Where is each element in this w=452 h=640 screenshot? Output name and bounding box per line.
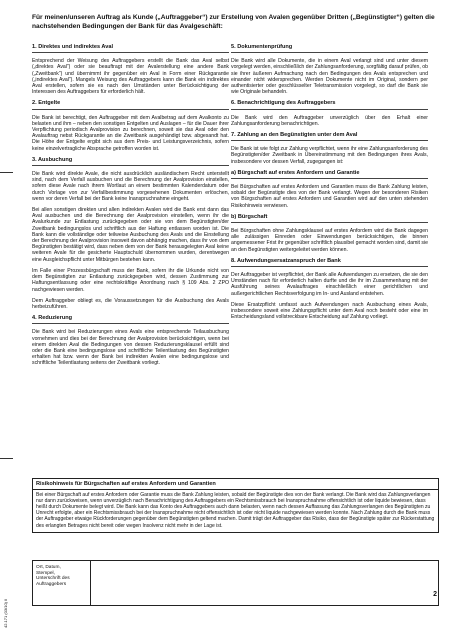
section-rule (231, 222, 428, 223)
section-paragraph: Bei Bürgschaften ohne Zahlungsklausel auf erstes Anfordern wird die Bank dagegen alle zulässigen Einreden oder Einwendungen berücksichtigen, die binnen angemessener Frist ihr gegenüber schriftlich plausibel gemacht worden sind, damit sie an den Begünstigten weitergeleitet werden können. (231, 228, 428, 253)
section-title: 8. Aufwendungsersatzanspruch der Bank (231, 257, 341, 264)
section-paragraph: Im Falle einer Prozessbürgschaft muss der Bank, sofern ihr die Urkunde nicht von dem Begünstigten zur Entlastung zurückgegeben wird, dessen Zustimmung zur Haftungsentlassung oder eine rechtskräftige Anordnung nach § 109 Abs. 2 ZPO nachgewiesen werden. (32, 267, 229, 293)
section-rule (32, 165, 229, 166)
section-title: 6. Benachrichtigung des Auftraggebers (231, 100, 336, 107)
section-title: 2. Entgelte (32, 100, 61, 107)
section-paragraph: Die Bank wird den Auftraggeber unverzüglich über den Erhalt einer Zahlungsanforderung benachrichtigen. (231, 114, 428, 127)
section-title: 3. Ausbuchung (32, 156, 73, 163)
section-rule (32, 323, 229, 324)
signature-box (32, 560, 439, 606)
section-rule (32, 109, 229, 110)
section-title: b) Bürgschaft (231, 213, 268, 220)
section-title: 1. Direktes und indirektes Aval (32, 44, 114, 50)
section-paragraph: Die Bank wird alle Dokumente, die in einem Aval verlangt sind und unter diesem vorgelegt werden, einschließlich der Zahlungsanforderung, sorgfältig darauf prüfen, ob sie ihrer äußeren Aufmachung nach den Bedingungen des Avals entsprechen und einander nicht widersprechen. Werden Dokumente nicht im Original, sondern per authentisierter oder geschlüsselter Teletransmission vorgelegt, so darf die Bank sie wie Originale behandeln. (231, 58, 428, 96)
section-rule (231, 178, 428, 179)
section-paragraph: Diese Ersatzpflicht umfasst auch Aufwendungen nach Ausbuchung eines Avals, insbesondere soweit eine Zahlungspflicht unter dem Aval noch besteht oder eine im Entscheidungsland vollstreckbare Entscheidung auf Zahlung vorliegt. (231, 301, 428, 321)
section-rule (231, 52, 428, 53)
signature-label: Ort, Datum, Stempel, Unterschrift des Auftraggebers (36, 565, 70, 587)
section-title: 4. Reduzierung (32, 315, 73, 322)
section-paragraph: Die Bank wird direkte Avale, die nicht ausdrücklich ausländischem Recht unterstellt sind, nach dem Verfall ausbuchen und die Berechnung der Avalprovision einstellen, sofern diese Avale nach ihrem Wortlaut an einem bestimmten Kalenderdatum oder durch Vorlage von zur Verfallbestimmung vorgesehenen Dokumenten erlöschen, wenn vor deren Verfall bei der Bank keine Inanspruchnahme eingeht. (32, 171, 229, 202)
section-paragraph: Die Bank wird bei Reduzierungen eines Avals eine entsprechende Teilausbuchung vornehmen und dies bei der Berechnung der Avalprovision berücksichtigen, wenn bei einem direkten Aval die Bedingungen von dessen Reduzierungsklausel erfüllt sind oder die Bank eine bedingungslose und schriftliche Teilentlastung des Begünstigten erhalten hat bzw. wenn der Bank bei indirekten Avalen eine bedingungslose und schriftliche Teilentlastung seitens der Zweitbank vorliegt. (32, 329, 229, 367)
fold-mark-bottom (0, 458, 13, 459)
section-title: 5. Dokumentenprüfung (231, 44, 293, 50)
fold-mark-top (0, 172, 13, 173)
section-rule (231, 109, 428, 110)
section-paragraph: Dem Auftraggeber obliegt es, die Voraussetzungen für die Ausbuchung des Avals herbeizuführen. (32, 297, 229, 310)
risk-notice-title: Risikohinweis für Bürgschaften auf erstes Anfordern und Garantien (33, 479, 438, 490)
section-paragraph: Entsprechend der Weisung des Auftraggebers erstellt die Bank das Aval selbst („direktes Aval“) oder sie beauftragt mit der Avalerstellung eine andere Bank („Zweitbank“) und übernimmt ihr gegenüber ein Aval in Form einer Rückgarantie („indirektes Aval“). Mangels Weisung des Auftraggebers kann die Bank ein indirektes Aval erstellen, sofern sie es nach den Umständen unter Berücksichtigung der Interessen des Auftraggebers für erforderlich hält. (32, 58, 229, 96)
section-rule (231, 266, 428, 267)
section-rule (231, 140, 428, 141)
page-number: 2 (433, 591, 437, 598)
section-paragraph: Die Bank ist wie folgt zur Zahlung verpflichtet, wenn ihr eine Zahlungsanforderung des Begünstigten/der Zweitbank in Übereinstimmung mit den Bedingungen ihres Avals, insbesondere vor dessen Verfall, zugegangen ist: (231, 146, 428, 165)
intro-heading: Für meinen/unseren Auftrag als Kunde („Auftraggeber“) zur Erstellung von Avalen gegenüber Dritten („Begünstigter“) gelten die nachstehenden Bedingungen der Bank für das Avalgeschäft: (32, 14, 435, 30)
section-paragraph: Die Bank ist berechtigt, den Auftraggeber mit dem Avalbetrag auf dem Avalkonto zu belasten und ihm – neben den sonstigen Entgelten und Auslagen – für die Dauer ihrer Verpflichtung periodisch Avalprovision zu berechnen, soweit sie das Aval oder den Avalauftrag nebst Rückgarantie an die Zweitbank ausgehändigt bzw. abgesandt hat. Die Höhe der Entgelte ergibt sich aus dem Preis- und Leistungsverzeichnis, sofern keine einzelvertragliche Absprache getroffen worden ist. (32, 114, 229, 152)
section-paragraph: Bei Bürgschaften auf erstes Anfordern und Garantien muss die Bank Zahlung leisten, sobald der Begünstigte dies von der Bank verlangt. Wegen der besonderen Risiken von Bürgschaften auf erstes Anfordern und Garantien wird auf den unten stehenden Risikohinweis verwiesen. (231, 184, 428, 209)
section-paragraph: Bei allen sonstigen direkten und allen indirekten Avalen wird die Bank erst dann das Aval ausbuchen und die Berechnung der Avalprovision einstellen, wenn ihr die Avalurkunde zur Entlastung zurückgegeben oder sie von dem Begünstigten/der Zweitbank bedingungslos und schriftlich aus der Haftung entlassen worden ist. Die Bank kann die vollständige oder teilweise Ausbuchung des Avals und die Einstellung der Berechnung der Avalprovision insoweit davon abhängig machen, dass ihr von dem Begünstigten bestätigt wird, dass neben dem von der Bank herausgelegten Aval keine weiteren Avale für die gesicherte Hauptschuld übernommen wurden, derentwegen eine Ausgleichspflicht unter Mitbürgen bestehen kann. (32, 207, 229, 263)
section-paragraph: Der Auftraggeber ist verpflichtet, der Bank alle Aufwendungen zu ersetzen, die sie den Umständen nach für erforderlich halten durfte und die ihr im Zusammenhang mit der Ausführung seines Avalauftrages einschließlich einer gerichtlichen und außergerichtlichen Rechtsverfolgung im In- und Ausland entstehen. (231, 272, 428, 297)
section-title: a) Bürgschaft auf erstes Anfordern und Garantie (231, 169, 360, 176)
section-title: 7. Zahlung an den Begünstigten unter dem Aval (231, 132, 358, 139)
left-column (32, 44, 229, 372)
right-column (231, 44, 428, 326)
section-rule (32, 52, 229, 53)
form-code: 42.171 (03/10) II (3, 598, 8, 628)
risk-notice-text: Bei einer Bürgschaft auf erstes Anfordern oder Garantie muss die Bank Zahlung leisten, sobald der Begünstigte dies von der Bank verlangt. Die Bank wird das Zahlungsverlangen nur dann zurückweisen, wenn unverzüglich nach Benachrichtigung des Auftraggebers ein Rechtsmissbrauch bei Inanspruchnahme offensichtlich ist oder liquide bewiesen, dass heißt durch Dokumente belegt wird. Die Bank kann das Konto des Auftraggebers auch dann belasten, wenn nach dessen Auffassung das Zahlungsverlangen des Begünstigten zu Unrecht erfolgte, aber ein Rechtsmissbrauch bei der Inanspruchnahme nicht offensichtlich ist oder nicht liquide nachgewiesen werden konnte. Nach Zahlung durch die Bank muss der Auftraggeber etwaige Rückforderungen gegenüber dem Begünstigten geltend machen. Damit trägt der Auftraggeber das Risiko, dass der Begünstigte später zur Rückerstattung des erlangten Betrages nicht bereit oder wegen Insolvenz nicht mehr in der Lage ist. (36, 492, 435, 529)
risk-notice-box (32, 478, 439, 533)
signature-divider (90, 561, 91, 605)
